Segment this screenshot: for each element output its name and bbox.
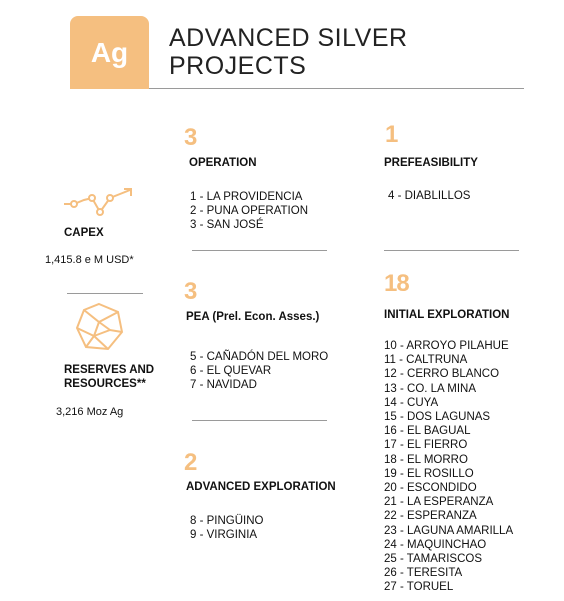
list-item: 22 - ESPERANZA bbox=[384, 510, 477, 523]
list-item: 7 - NAVIDAD bbox=[190, 379, 257, 392]
list-item: 9 - VIRGINIA bbox=[190, 529, 258, 542]
list-item: 1 - LA PROVIDENCIA bbox=[190, 191, 303, 203]
initial-exploration-list bbox=[384, 339, 513, 595]
list-item: 16 - EL BAGUAL bbox=[384, 425, 471, 438]
prefeasibility-divider bbox=[384, 250, 519, 251]
pea-list bbox=[190, 350, 328, 393]
list-item: 8 - PINGÜINO bbox=[190, 515, 264, 527]
advanced-exploration-count: 2 bbox=[184, 449, 197, 476]
reserves-label bbox=[64, 363, 154, 391]
initial-exploration-heading: INITIAL EXPLORATION bbox=[384, 309, 510, 321]
list-item: 21 - LA ESPERANZA bbox=[384, 496, 494, 509]
reserves-label-line-2: RESOURCES** bbox=[64, 378, 146, 390]
operation-divider bbox=[192, 250, 327, 251]
list-item: 6 - EL QUEVAR bbox=[190, 365, 272, 378]
prefeasibility-list bbox=[388, 189, 470, 203]
list-item: 25 - TAMARISCOS bbox=[384, 553, 482, 566]
list-item: 5 - CAÑADÓN DEL MORO bbox=[190, 351, 329, 363]
pea-count: 3 bbox=[184, 278, 197, 305]
mineral-rock-icon bbox=[74, 302, 124, 352]
pea-heading: PEA (Prel. Econ. Asses.) bbox=[186, 311, 320, 323]
advanced-exploration-list bbox=[190, 514, 263, 542]
list-item: 12 - CERRO BLANCO bbox=[384, 368, 500, 381]
operation-count: 3 bbox=[184, 124, 197, 151]
capex-label: CAPEX bbox=[64, 227, 104, 239]
list-item: 11 - CALTRUNA bbox=[384, 354, 468, 367]
list-item: 3 - SAN JOSÉ bbox=[190, 219, 264, 232]
list-item: 10 - ARROYO PILAHUE bbox=[384, 340, 509, 352]
capex-divider bbox=[67, 293, 143, 294]
line-chart-icon bbox=[62, 186, 134, 218]
list-item: 26 - TERESITA bbox=[384, 567, 463, 580]
initial-exploration-count: 18 bbox=[384, 270, 409, 297]
capex-value: 1,415.8 e M USD* bbox=[45, 254, 134, 266]
element-badge: Ag bbox=[70, 16, 149, 89]
operation-list bbox=[190, 190, 308, 233]
list-item: 15 - DOS LAGUNAS bbox=[384, 411, 491, 424]
page-title bbox=[169, 24, 408, 80]
list-item: 14 - CUYA bbox=[384, 396, 439, 409]
list-item: 18 - EL MORRO bbox=[384, 453, 468, 466]
list-item: 20 - ESCONDIDO bbox=[384, 482, 477, 495]
reserves-label-line-1: RESERVES AND bbox=[64, 364, 155, 376]
advanced-exploration-heading: ADVANCED EXPLORATION bbox=[186, 481, 336, 493]
list-item: 13 - CO. LA MINA bbox=[384, 382, 477, 395]
list-item: 27 - TORUEL bbox=[384, 581, 454, 594]
title-line-2: PROJECTS bbox=[169, 52, 307, 80]
list-item: 4 - DIABLILLOS bbox=[388, 190, 471, 202]
title-line-1: ADVANCED SILVER bbox=[169, 24, 408, 52]
operation-heading: OPERATION bbox=[189, 157, 257, 169]
prefeasibility-heading: PREFEASIBILITY bbox=[384, 157, 478, 169]
list-item: 19 - EL ROSILLO bbox=[384, 467, 474, 480]
prefeasibility-count: 1 bbox=[385, 121, 398, 148]
list-item: 24 - MAQUINCHAO bbox=[384, 538, 487, 551]
list-item: 17 - EL FIERRO bbox=[384, 439, 468, 452]
pea-divider bbox=[192, 420, 327, 421]
title-divider bbox=[149, 88, 524, 89]
reserves-value: 3,216 Moz Ag bbox=[56, 406, 124, 418]
list-item: 2 - PUNA OPERATION bbox=[190, 205, 309, 218]
list-item: 23 - LAGUNA AMARILLA bbox=[384, 524, 514, 537]
